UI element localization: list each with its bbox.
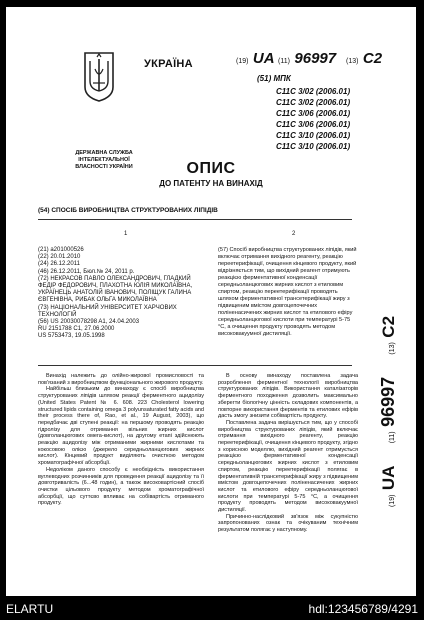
vertical-patent-number: (19) UA (11) 96997 (13) C2 — [378, 315, 398, 507]
paragraph: Причинно-наслідковий зв'язок між сукупністю запропонованих ознак та очікуваним технічним результатом полягає у наступному. — [218, 513, 358, 534]
trident-emblem-icon — [82, 51, 116, 103]
paragraph: Недоліком даного способу є необхідність використання вуглеводних розчинників для проведення реакції ацидолізу та її довготривалість (6...48 годин), а також високовартісний спосіб очистки цільового продукту методом хроматографічної абсорбції, що суттєво впливає на собівартість отриманого продукту. — [38, 466, 204, 507]
ipc-code: C11C 3/02 (2006.01) — [276, 87, 351, 96]
biblio-line: (46) 26.12.2011, Бюл.№ 24, 2011 р. — [38, 268, 135, 275]
biblio-line: (73) НАЦІОНАЛЬНИЙ УНІВЕРСИТЕТ ХАРЧОВИХ ТЕХНОЛОГІЙ — [38, 304, 177, 318]
document-subtitle: ДО ПАТЕНТУ НА ВИНАХІД — [159, 179, 263, 188]
biblio-line: RU 2151788 C1, 27.06.2000 — [38, 326, 115, 333]
paragraph: В основу винаходу поставлена задача розроблення ферментної технології виробництва структурованих ліпідів. Використання каталізаторів ферментного походження дозволить максимально зберегти біологічну цінність складових компонентів, а повторне використання ферментів та етилових ефірів дасть змогу знизити собівартість продукту. — [218, 373, 358, 420]
patent-page — [6, 7, 416, 596]
bibliographic-data — [38, 247, 206, 341]
ipc-code: C11C 3/10 (2006.01) — [276, 131, 351, 140]
ipc-codes — [276, 86, 350, 152]
biblio-line: (56) US 20030078298 A1, 24.04.2003 — [38, 319, 140, 326]
paragraph: Винахід належить до олійно-жирової промисловості та пов'язаний з виробництвом функціонального жирового продукту. — [38, 373, 204, 386]
description-right-column — [218, 373, 358, 534]
paragraph: Поставлена задача вирішується тим, що у способі виробництва структурованих ліпідів, який включає отримання вихідного реагенту, реакцію переетерифікації, очищення кінцевого продукту, згідно з корисною моделлю, вихідний реагент отримується реакцією ферментативної конденсації середньоланцюгових жирних кислот з етиловим спиртом, реакцію переетерифікації полягає в ферментативній трансетерифікації жиру з підвищеним вмістом довгоцепочечних поліненасичених жирних кислот та етилового ефіру середньоланцюгової кислоти при температурі 5-75 °С, а очищення продукту проводять методом високовакуумної дистиляції. — [218, 419, 358, 514]
document-title: ОПИС — [186, 160, 236, 177]
kind-code: (19) UA — [236, 50, 275, 67]
description-left-column — [38, 373, 204, 507]
biblio-line: (72) НЕКРАСОВ ПАВЛО ОЛЕКСАНДРОВИЧ, ГЛАДКИЙ ФЕДІР ФЕДОРОВИЧ, ПЛАХОТНА ЮЛІЯ МИКОЛАЇВНА, УКРАЇНЕЦЬ АНАТОЛІЙ ІВАНОВИЧ, ПОЛІЩУК ГАЛИНА ЄВГЕНІВНА, РИБАК ОЛЬГА МИКОЛАЇВНА — [38, 275, 193, 304]
divider — [38, 365, 352, 366]
document-code: (13) C2 — [346, 50, 383, 67]
ipc-code: C11C 3/10 (2006.01) — [276, 142, 351, 151]
biblio-line: (21) a201000526 — [38, 247, 84, 253]
column-number-left: 1 — [124, 231, 128, 237]
paragraph: Найбільш близьким до винаходу є спосіб виробництва структурованих ліпідів шляхом реакції ферментного ацидолізу (United States Patent № 6. 608. 223 Cholesterol lowering structured lipids containing omega 3 polyunsaturated fatty acids and their process there of, Rao, et al., 19 August, 2003), що передбачає дві ступені реакції: на першому проводять реакцію гідролізу для отримання вільних жирних кислот (довголанцюгових омега-кислот), на другому етапі здійснюють реакцію ацидолізу між отриманими жирними кислотами та кокосовою олією (джерело середньоланцюгових жирних кислот). Кінцевий продукт виділяють очисткою методом хроматографічної абсорбції. — [38, 386, 204, 467]
abstract: (57) Спосіб виробництва структурованих ліпідів, який включає отримання вихідного реагенту, реакцію переетерифікації, очищення кінцевого продукту, який відрізняється тим, що вихідний реагент отримують реакцією ферментативної конденсації середньоланцюгових жирних кислот з етиловим спиртом, реакцію переетерифікації проводять шляхом ферментативної трансетерифікації жиру з підвищеним вмістом довгоцепочечних поліненасичених жирних кислот та етилового ефіру середньоланцюгової кислоти при температурі 5-75 °С, а очищення продукту проводять методом високовакуумної дистиляції. — [218, 247, 357, 337]
ipc-code: C11C 3/06 (2006.01) — [276, 120, 351, 129]
divider — [38, 219, 352, 220]
ipc-code: C11C 3/06 (2006.01) — [276, 109, 351, 118]
biblio-line: US 5753473, 19.05.1998 — [38, 333, 105, 340]
patent-number: (11) 96997 — [278, 50, 337, 67]
ipc-code: C11C 3/02 (2006.01) — [276, 98, 351, 107]
handle-link[interactable]: hdl:123456789/4291 — [308, 602, 418, 616]
biblio-line: (22) 20.01.2010 — [38, 254, 81, 261]
column-number-right: 2 — [292, 231, 296, 237]
country-name: УКРАЇНА — [144, 58, 193, 70]
mpk-label: (51) МПК — [257, 74, 291, 83]
repository-name: ELARTU — [6, 602, 54, 616]
status-bar — [0, 598, 424, 620]
agency-name: ДЕРЖАВНА СЛУЖБА ІНТЕЛЕКТУАЛЬНОЇ ВЛАСНОСТІ УКРАЇНИ — [75, 150, 133, 170]
invention-title: (54) СПОСІБ ВИРОБНИЦТВА СТРУКТУРОВАНИХ ЛІПІДІВ — [38, 207, 218, 214]
biblio-line: (24) 26.12.2011 — [38, 261, 80, 268]
